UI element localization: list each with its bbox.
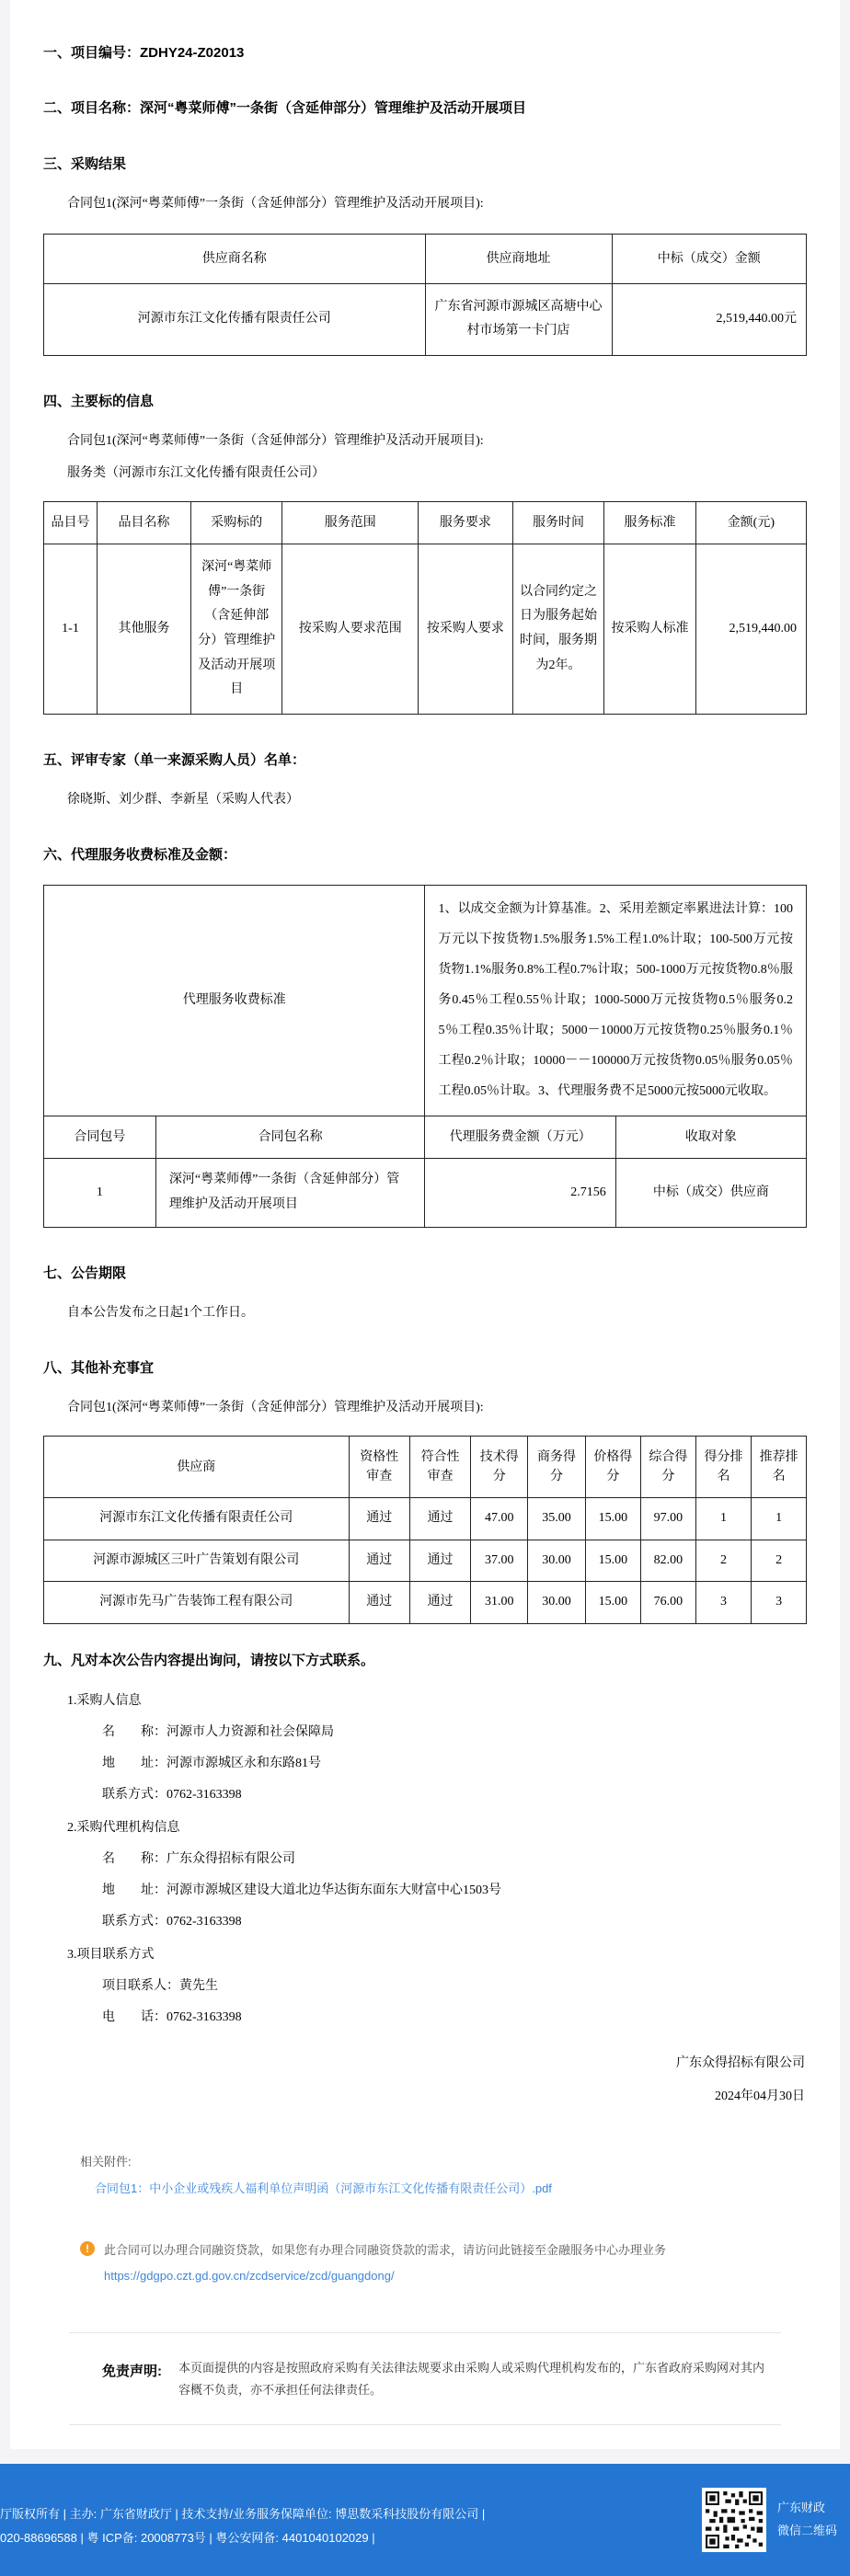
col-award-amount: 中标（成交）金额: [612, 234, 806, 283]
service-class-line: 服务类（河源市东江文化传播有限责任公司）: [67, 466, 325, 481]
footer-qr-area: [702, 2488, 837, 2552]
agency-fee-table: [43, 885, 807, 1227]
cell-service-scope: 按采购人要求范围: [282, 544, 419, 715]
warning-icon: !: [80, 2241, 95, 2256]
cell-score-rank: 1: [695, 1498, 752, 1540]
finance-notice-text: 此合同可以办理合同融资贷款，如果您有办理合同融资贷款的需求，请访问此链接至金融服务中心办理业务: [104, 2243, 667, 2258]
package-line-result: 合同包1(深河“粤菜师傅”一条街（含延伸部分）管理维护及活动开展项目):: [67, 196, 484, 211]
col-item-no: 品目号: [44, 502, 98, 544]
col-total-score: 综合得分: [641, 1437, 696, 1498]
qr-code-image: [706, 2491, 763, 2548]
project-contact-title: 3.项目联系方式: [67, 1948, 155, 1963]
col-package-no: 合同包号: [44, 1116, 156, 1159]
section-project-name: 二、项目名称：深河“粤菜师傅”一条街（含延伸部分）管理维护及活动开展项目: [43, 100, 527, 117]
col-package-name: 合同包名称: [155, 1116, 425, 1159]
cell-qualification: 通过: [349, 1540, 409, 1582]
col-business-score: 商务得分: [528, 1437, 585, 1498]
qr-code: [702, 2488, 766, 2552]
table-header-row: [44, 234, 807, 283]
col-service-scope: 服务范围: [282, 502, 419, 544]
table-row: [44, 1498, 807, 1540]
cell-recommend-rank: 3: [752, 1582, 807, 1624]
col-supplier: 供应商: [44, 1437, 350, 1498]
cell-service-time: 以合同约定之日为服务起始时间，服务期为2年。: [512, 544, 603, 715]
qr-caption: [777, 2497, 837, 2542]
purchaser-address: 地 址：河源市源城区永和东路81号: [102, 1757, 321, 1771]
disclaimer-label: 免责声明:: [102, 2364, 162, 2380]
col-score-rank: 得分排名: [695, 1437, 752, 1498]
contact-block: [43, 1690, 807, 2025]
cell-procurement-subject: 深河“粤菜师傅”一条街（含延伸部分）管理维护及活动开展项目: [190, 544, 281, 715]
cell-conformity: 通过: [409, 1582, 470, 1624]
cell-business: 30.00: [528, 1582, 585, 1624]
col-supplier-address: 供应商地址: [425, 234, 612, 283]
cell-service-standard: 按采购人标准: [604, 544, 695, 715]
cell-amount: 2,519,440.00: [695, 544, 806, 715]
subject-table: [43, 501, 807, 715]
cell-conformity: 通过: [409, 1540, 470, 1582]
signature-date: 2024年04月30日: [715, 2089, 805, 2104]
cell-total: 97.00: [641, 1498, 696, 1540]
section-contact: 九、凡对本次公告内容提出询问，请按以下方式联系。: [43, 1652, 375, 1668]
cell-score-rank: 3: [695, 1582, 752, 1624]
table-row: [44, 1540, 807, 1582]
project-contact-phone: 电 话：0762-3163398: [102, 2010, 242, 2025]
agency-phone: 联系方式：0762-3163398: [102, 1915, 242, 1929]
cell-qualification: 通过: [349, 1582, 409, 1624]
attachments-block: [43, 2152, 807, 2196]
attachment-pdf-link[interactable]: 合同包1：中小企业或残疾人福利单位声明函（河源市东江文化传播有限责任公司）.pdf: [95, 2181, 552, 2196]
project-contact-person: 项目联系人：黄先生: [102, 1979, 218, 1994]
purchaser-info-title: 1.采购人信息: [67, 1694, 142, 1709]
cell-item-no: 1-1: [44, 544, 98, 715]
col-fee-payer: 收取对象: [615, 1116, 806, 1159]
table-header-row: [44, 502, 807, 544]
cell-score-rank: 2: [695, 1540, 752, 1582]
cell-award-amount: 2,519,440.00元: [612, 283, 806, 355]
agency-info-title: 2.采购代理机构信息: [67, 1821, 180, 1836]
cell-conformity: 通过: [409, 1498, 470, 1540]
table-header-row: [44, 1116, 807, 1159]
cell-price: 15.00: [585, 1498, 641, 1540]
col-service-time: 服务时间: [512, 502, 603, 544]
cell-recommend-rank: 1: [752, 1498, 807, 1540]
section-experts: 五、评审专家（单一来源采购人员）名单：: [43, 751, 306, 768]
agency-address: 地 址：河源市源城区建设大道北边华达街东面东大财富中心1503号: [102, 1883, 501, 1898]
col-conformity-review: 符合性审查: [409, 1437, 470, 1498]
purchaser-phone: 联系方式：0762-3163398: [102, 1788, 242, 1803]
section-agency-fee: 六、代理服务收费标准及金额：: [43, 847, 237, 863]
col-fee-amount: 代理服务费金额（万元）: [425, 1116, 615, 1159]
col-service-requirement: 服务要求: [419, 502, 513, 544]
notice-period-text: 自本公告发布之日起1个工作日。: [67, 1305, 254, 1320]
section-notice-period: 七、公告期限: [43, 1265, 127, 1281]
col-item-name: 品目名称: [98, 502, 191, 544]
fee-standard-row: [44, 886, 807, 1116]
table-row: [44, 283, 807, 355]
col-price-score: 价格得分: [585, 1437, 641, 1498]
divider-bottom: [69, 2424, 781, 2425]
attachments-label: 相关附件:: [80, 2155, 132, 2170]
cell-technical: 31.00: [471, 1582, 528, 1624]
disclaimer-text: 本页面提供的内容是按照政府采购有关法律法规要求由采购人或采购代理机构发布的，广东省政府采购网对其内容概不负责，亦不承担任何法律责任。: [178, 2361, 765, 2397]
finance-service-link[interactable]: https://gdgpo.czt.gd.gov.cn/zcdservice/zcd/guangdong/: [104, 2269, 395, 2284]
footer-line-2: 020-88696588 | 粤 ICP备: 20008773号 | 粤公安网备: 4401040102029 |: [0, 2530, 375, 2545]
score-table: [43, 1436, 807, 1624]
section-procurement-result: 三、采购结果: [43, 155, 127, 172]
purchaser-name: 名 称：河源市人力资源和社会保障局: [102, 1725, 334, 1740]
cell-fee-amount: 2.7156: [425, 1159, 615, 1227]
cell-total: 76.00: [641, 1582, 696, 1624]
cell-supplier: 河源市源城区三叶广告策划有限公司: [44, 1540, 350, 1582]
cell-package-no: 1: [44, 1159, 156, 1227]
section-other-matters: 八、其他补充事宜: [43, 1359, 155, 1376]
cell-recommend-rank: 2: [752, 1540, 807, 1582]
col-procurement-subject: 采购标的: [190, 502, 281, 544]
cell-supplier-name: 河源市东江文化传播有限责任公司: [44, 283, 426, 355]
signature-company: 广东众得招标有限公司: [676, 2056, 805, 2071]
bottom-info-area: [43, 2152, 807, 2425]
col-service-standard: 服务标准: [604, 502, 695, 544]
announcement-card: [10, 0, 840, 2449]
cell-fee-payer: 中标（成交）供应商: [615, 1159, 806, 1227]
announcement-document: [43, 44, 807, 2104]
cell-item-name: 其他服务: [98, 544, 191, 715]
cell-supplier: 河源市先马广告装饰工程有限公司: [44, 1582, 350, 1624]
table-row: [44, 1159, 807, 1227]
package-line-other: 合同包1(深河“粤菜师傅”一条街（含延伸部分）管理维护及活动开展项目):: [67, 1401, 484, 1415]
col-technical-score: 技术得分: [471, 1437, 528, 1498]
cell-business: 35.00: [528, 1498, 585, 1540]
qr-caption-line-1: 广东财政: [776, 2501, 825, 2515]
cell-business: 30.00: [528, 1540, 585, 1582]
fee-standard-label: 代理服务收费标准: [44, 886, 425, 1116]
section-main-subject: 四、主要标的信息: [43, 393, 155, 409]
experts-list: 徐晓斯、刘少群、李新星（采购人代表）: [67, 793, 299, 807]
col-supplier-name: 供应商名称: [44, 234, 426, 283]
table-row: [44, 1582, 807, 1624]
section-project-number: 一、项目编号：ZDHY24-Z02013: [43, 45, 245, 61]
package-line-subject: 合同包1(深河“粤菜师傅”一条街（含延伸部分）管理维护及活动开展项目):: [67, 434, 484, 449]
cell-supplier-address: 广东省河源市源城区高塘中心村市场第一卡门店: [425, 283, 612, 355]
cell-price: 15.00: [585, 1582, 641, 1624]
footer-line-1: 厅版权所有 | 主办: 广东省财政厅 | 技术支持/业务服务保障单位: 博思数采科技股份有限公司 |: [0, 2506, 486, 2521]
finance-notice-block: [43, 2240, 807, 2283]
footer-gap: [0, 2449, 850, 2464]
signature-block: [43, 2053, 807, 2104]
fee-standard-text: 1、以成交金额为计算基准。2、采用差额定率累进法计算：100万元以下按货物1.5%服务1.5%工程1.0%计取；100-500万元按货物1.1%服务0.8%工程0.7%计取；500-1000万元按货物0.8％服务0.45％工程0.55％计取；1000-5000万元按货物0.5％服务0.25％工程0.35％计取；5000－10000万元按货物0.25％服务0.1％工程0.2％计取；10000－－100000万元按货物0.05％服务0.05％工程0.05％计取。3、代理服务费不足5000元按5000元收取。: [425, 886, 807, 1116]
cell-technical: 37.00: [471, 1540, 528, 1582]
col-qualification-review: 资格性审查: [349, 1437, 409, 1498]
cell-price: 15.00: [585, 1540, 641, 1582]
table-header-row: [44, 1437, 807, 1498]
cell-package-name: 深河“粤菜师傅”一条街（含延伸部分）管理维护及活动开展项目: [155, 1159, 425, 1227]
site-footer: [0, 2464, 850, 2576]
col-amount: 金额(元): [695, 502, 806, 544]
agency-name: 名 称：广东众得招标有限公司: [102, 1852, 295, 1867]
cell-total: 82.00: [641, 1540, 696, 1582]
qr-caption-line-2: 微信二维码: [776, 2523, 837, 2537]
cell-technical: 47.00: [471, 1498, 528, 1540]
cell-qualification: 通过: [349, 1498, 409, 1540]
result-table: [43, 234, 807, 356]
col-recommend-rank: 推荐排名: [752, 1437, 807, 1498]
disclaimer-block: [43, 2333, 807, 2424]
cell-supplier: 河源市东江文化传播有限责任公司: [44, 1498, 350, 1540]
cell-service-requirement: 按采购人要求: [419, 544, 513, 715]
table-row: [44, 544, 807, 715]
footer-text: [0, 2490, 702, 2550]
